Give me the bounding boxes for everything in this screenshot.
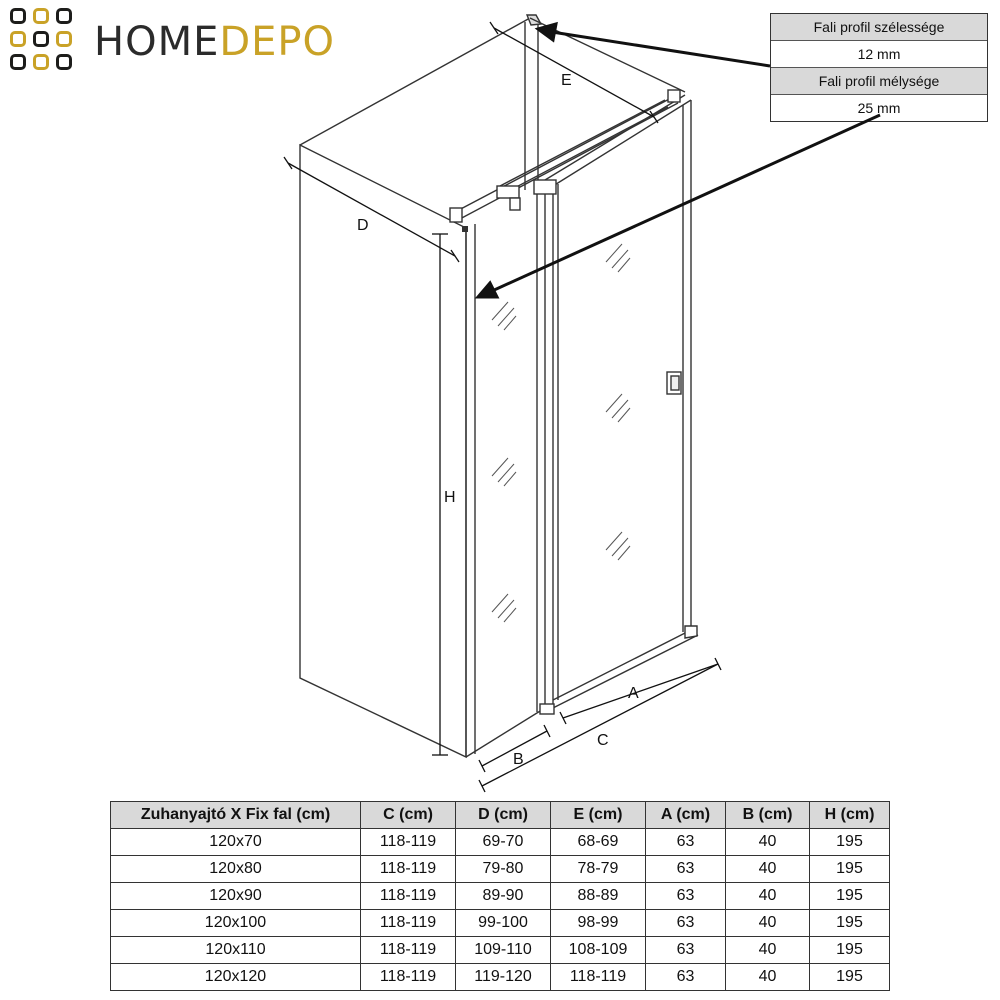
- wall-profile-top-mark: [462, 226, 468, 232]
- table-header-row: [111, 802, 890, 829]
- profile-depth-label: Fali profil mélysége: [771, 68, 987, 95]
- dim-label-b: B: [513, 751, 524, 768]
- col-header-c: C (cm): [361, 802, 456, 829]
- table-cell: 98-99: [551, 910, 646, 937]
- dimension-table: [110, 801, 890, 991]
- table-cell: 195: [810, 964, 890, 991]
- col-header-h: H (cm): [810, 802, 890, 829]
- table-cell: 108-109: [551, 937, 646, 964]
- table-cell: 118-119: [551, 964, 646, 991]
- table-cell: 120x70: [111, 829, 361, 856]
- table-cell: 63: [646, 937, 726, 964]
- table-cell: 195: [810, 937, 890, 964]
- dim-label-d: D: [357, 217, 369, 234]
- dim-label-e: E: [561, 72, 572, 89]
- table-cell: 68-69: [551, 829, 646, 856]
- door-hinge-top: [534, 180, 556, 194]
- dim-label-c: C: [597, 732, 609, 749]
- table-row: [111, 829, 890, 856]
- dim-line-e: [494, 28, 654, 117]
- table-cell: 40: [726, 883, 810, 910]
- table-cell: 63: [646, 883, 726, 910]
- bracket-right: [668, 90, 680, 102]
- brand-name-part2: DEPO: [219, 19, 336, 65]
- col-header-b: B (cm): [726, 802, 810, 829]
- table-cell: 195: [810, 883, 890, 910]
- hinge-bottom: [540, 704, 554, 714]
- table-cell: 120x120: [111, 964, 361, 991]
- brand-name-part1: HOME: [94, 19, 220, 65]
- col-header-d: D (cm): [456, 802, 551, 829]
- table-cell: 40: [726, 856, 810, 883]
- bracket-left: [450, 208, 462, 222]
- table-cell: 109-110: [456, 937, 551, 964]
- side-wall-panel: [300, 145, 466, 757]
- table-cell: 195: [810, 856, 890, 883]
- table-cell: 120x80: [111, 856, 361, 883]
- table-cell: 118-119: [361, 937, 456, 964]
- table-cell: 118-119: [361, 964, 456, 991]
- door-bottom-2: [545, 635, 698, 712]
- table-row: [111, 883, 890, 910]
- door-handle-inner: [671, 376, 679, 390]
- table-cell: 40: [726, 937, 810, 964]
- profile-width-label: Fali profil szélessége: [771, 14, 987, 41]
- door-bottom-plate: [685, 626, 697, 638]
- table-cell: 120x100: [111, 910, 361, 937]
- side-wall-top-edge: [300, 18, 530, 145]
- table-row: [111, 937, 890, 964]
- door-top: [553, 100, 691, 186]
- table-cell: 63: [646, 856, 726, 883]
- table-cell: 120x110: [111, 937, 361, 964]
- stabilizer-bar-rail-b: [503, 107, 668, 194]
- table-row: [111, 910, 890, 937]
- table-cell: 63: [646, 910, 726, 937]
- col-header-a: A (cm): [646, 802, 726, 829]
- table-cell: 63: [646, 964, 726, 991]
- table-cell: 120x90: [111, 883, 361, 910]
- door-bottom: [553, 630, 691, 700]
- profile-depth-arrow-line: [492, 115, 880, 291]
- fixed-panel-bottom: [466, 708, 545, 757]
- table-cell: 88-89: [551, 883, 646, 910]
- table-cell: 79-80: [456, 856, 551, 883]
- glass-reflection-marks: [492, 244, 630, 622]
- table-cell: 40: [726, 829, 810, 856]
- table-cell: 40: [726, 910, 810, 937]
- table-cell: 119-120: [456, 964, 551, 991]
- dim-label-a: A: [628, 685, 639, 702]
- stabilizer-bar-top: [455, 96, 675, 212]
- table-cell: 40: [726, 964, 810, 991]
- table-cell: 99-100: [456, 910, 551, 937]
- col-header-size: Zuhanyajtó X Fix fal (cm): [111, 802, 361, 829]
- bracket-middle-2: [510, 198, 520, 210]
- col-header-e: E (cm): [551, 802, 646, 829]
- table-cell: 118-119: [361, 883, 456, 910]
- table-cell: 118-119: [361, 829, 456, 856]
- table-cell: 89-90: [456, 883, 551, 910]
- door-top-profile: [545, 95, 685, 180]
- table-cell: 69-70: [456, 829, 551, 856]
- table-cell: 63: [646, 829, 726, 856]
- profile-depth-arrow-head: [478, 283, 497, 297]
- profile-width-arrow-line: [552, 32, 770, 66]
- table-row: [111, 964, 890, 991]
- table-row: [111, 856, 890, 883]
- table-cell: 118-119: [361, 856, 456, 883]
- bracket-middle: [497, 186, 519, 198]
- profile-width-value: 12 mm: [771, 41, 987, 68]
- stabilizer-bar-bottom: [458, 103, 678, 220]
- dim-label-h: H: [444, 489, 456, 506]
- table-cell: 195: [810, 829, 890, 856]
- profile-depth-value: 25 mm: [857, 100, 901, 116]
- table-cell: 78-79: [551, 856, 646, 883]
- profile-width-arrow-head: [538, 24, 556, 40]
- table-cell: 195: [810, 910, 890, 937]
- table-cell: 118-119: [361, 910, 456, 937]
